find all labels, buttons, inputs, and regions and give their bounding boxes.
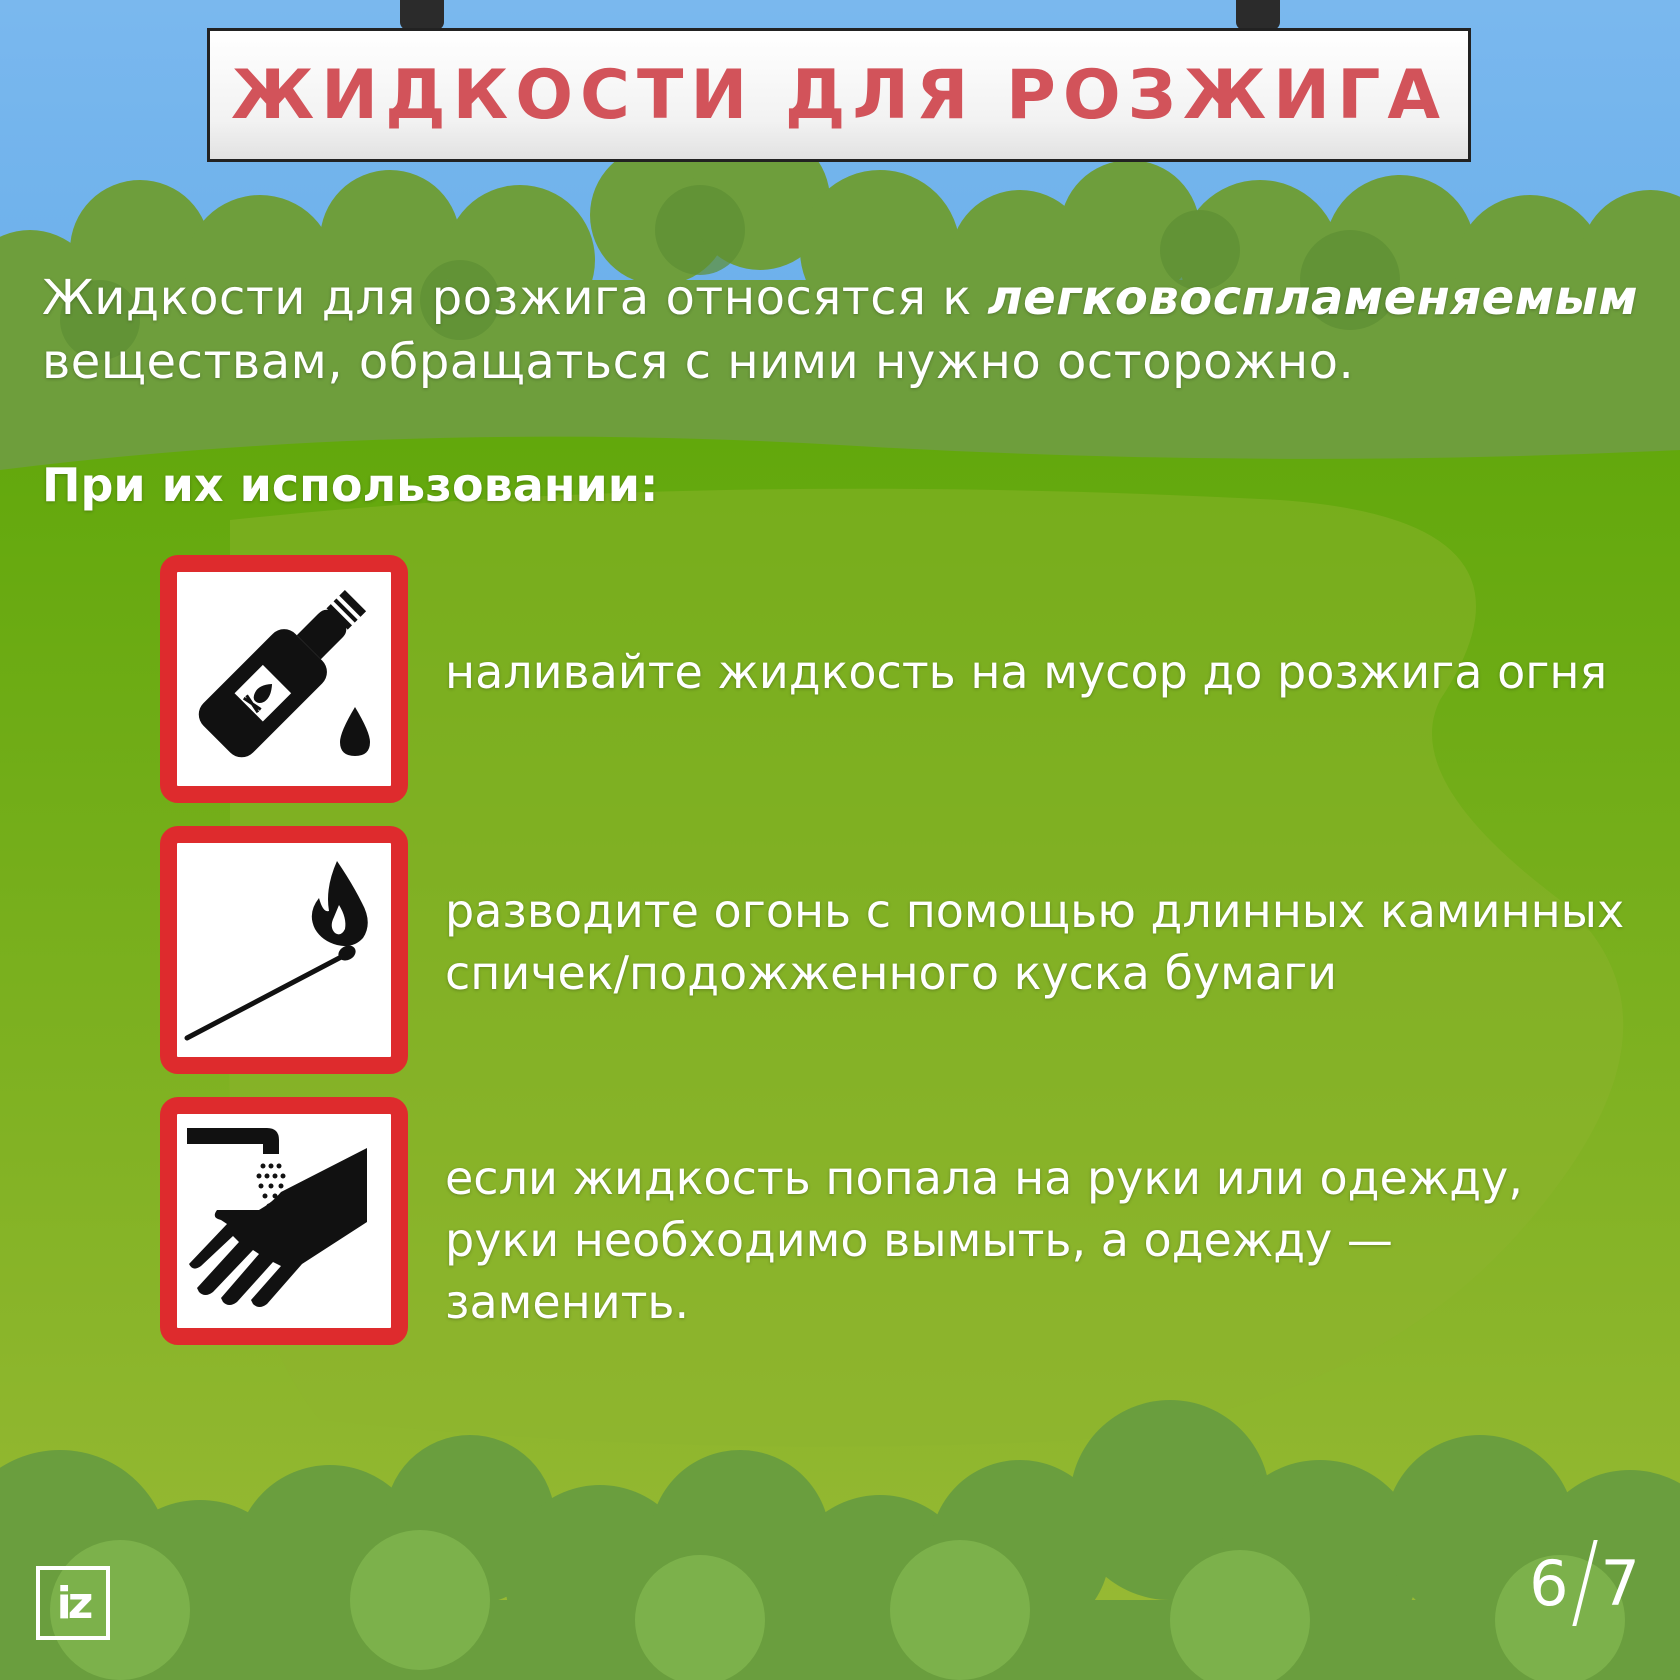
rule-item bbox=[160, 826, 1625, 1074]
intro-before: Жидкости для розжига относятся к bbox=[42, 270, 988, 326]
title-sign bbox=[207, 28, 1471, 162]
iz-logo: iz bbox=[36, 1566, 110, 1640]
page-title: ЖИДКОСТИ ДЛЯ РОЗЖИГА bbox=[230, 55, 1448, 135]
rule-icon-frame bbox=[160, 555, 408, 803]
rule-item bbox=[160, 1097, 1523, 1345]
intro-emphasis: легковоспламеняемым bbox=[987, 270, 1639, 326]
rule-text: если жидкость попала на руки или одежду, руки необходимо вымыть, а одежду — заменить. bbox=[445, 1151, 1523, 1329]
intro-text bbox=[42, 266, 1662, 394]
hand-washing-icon bbox=[177, 1114, 391, 1328]
pagination bbox=[1529, 1540, 1640, 1626]
bottle-pouring-icon bbox=[177, 572, 391, 786]
sign-post-left bbox=[400, 0, 444, 30]
rule-text: наливайте жидкость на мусор до розжига огня bbox=[445, 645, 1608, 699]
sign-post-right bbox=[1236, 0, 1280, 30]
rule-text: разводите огонь с помощью длинных каминных спичек/подожженного куска бумаги bbox=[445, 884, 1625, 1000]
subheading: При их использовании: bbox=[42, 458, 659, 512]
rule-item bbox=[160, 555, 1608, 803]
rule-icon-frame bbox=[160, 1097, 408, 1345]
page-total: 7 bbox=[1600, 1546, 1640, 1620]
page-current: 6 bbox=[1529, 1546, 1569, 1620]
burning-match-icon bbox=[177, 843, 391, 1057]
page-separator bbox=[1572, 1540, 1597, 1626]
intro-after: веществам, обращаться с ними нужно осторожно. bbox=[42, 334, 1355, 390]
rule-icon-frame bbox=[160, 826, 408, 1074]
